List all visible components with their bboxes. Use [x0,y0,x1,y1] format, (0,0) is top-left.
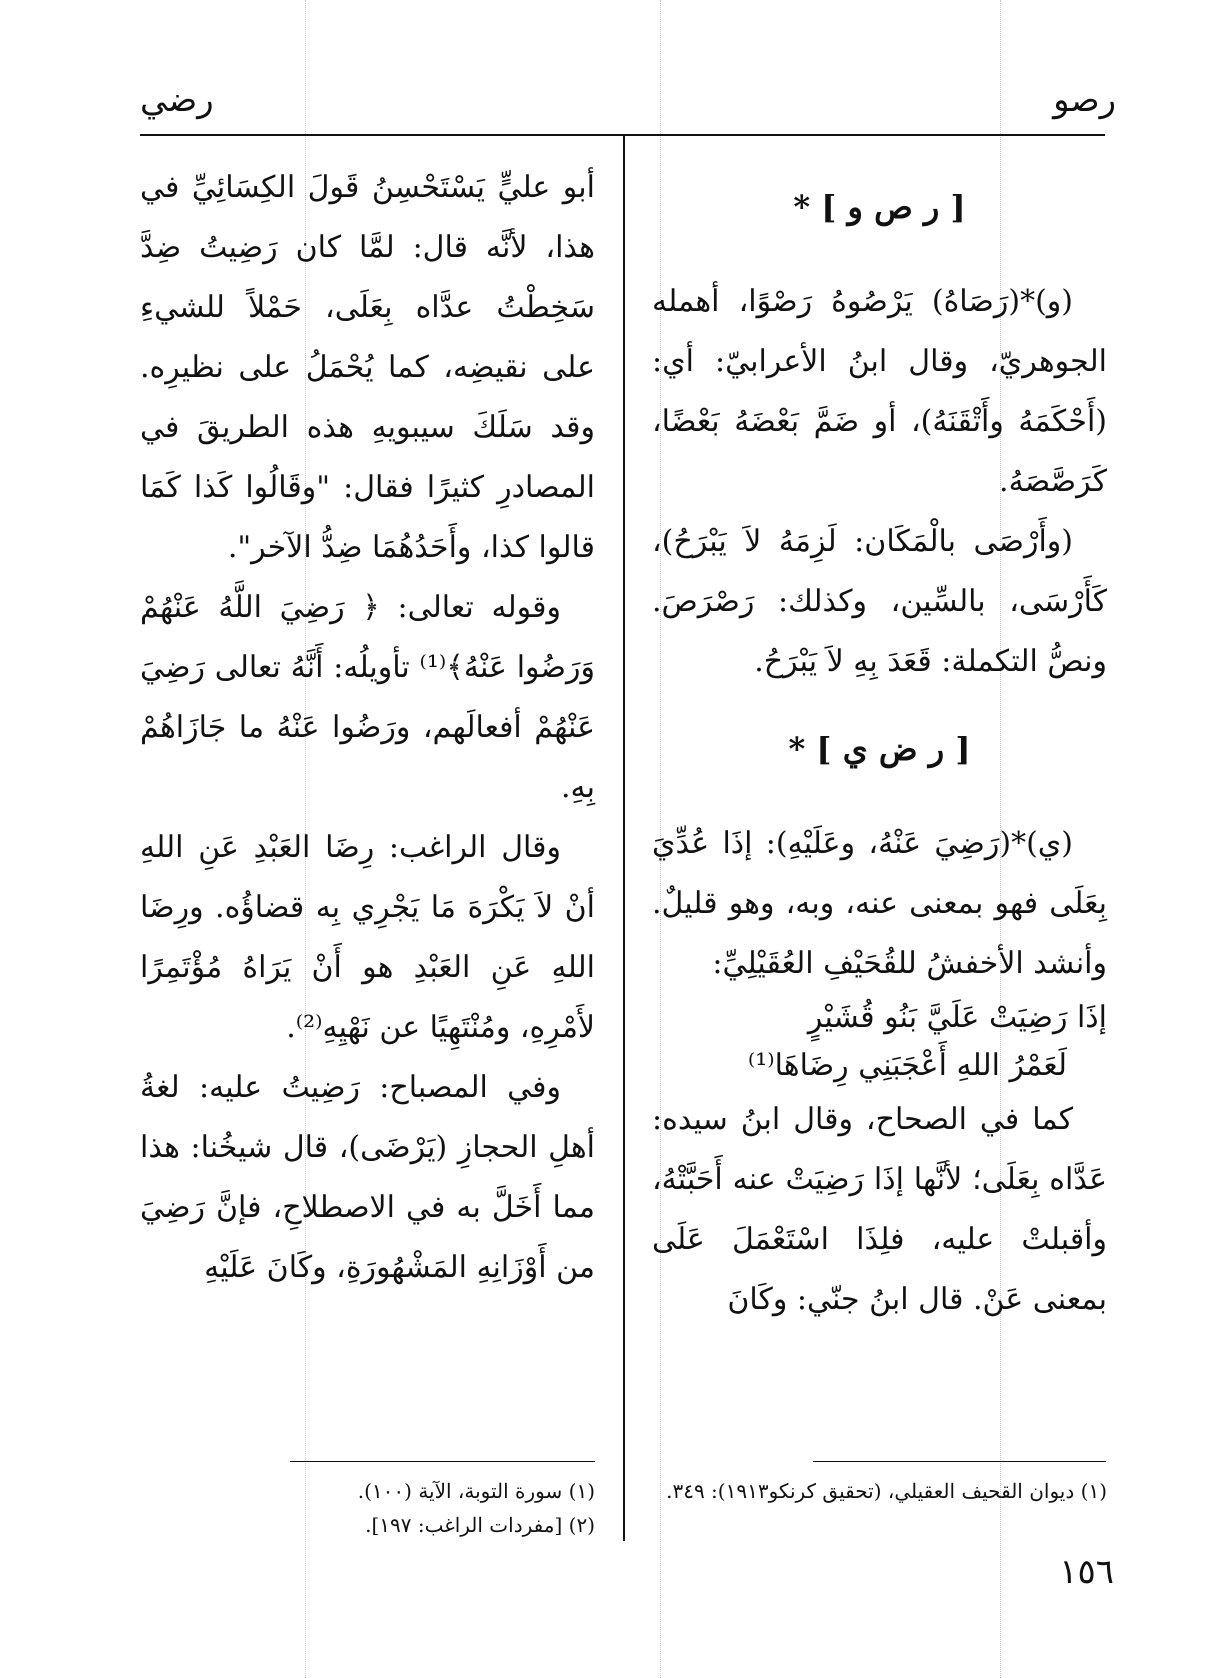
verse-line: لَعَمْرُ اللهِ أَعْجَبَنِي رِضَاهَا⁽¹⁾ [747,1048,1067,1083]
page-number: ١٥٦ [1059,1552,1114,1592]
paragraph: وفي المصباح: رَضِيتُ عليه: لغةُ أهلِ الحجازِ (يَرْضَى)، قال شيخُنا: هذا مما أَخَلَّ به في الاصطلاحِ، فإنَّ رَضِيَ من أَوْزَانِهِ المَشْهُورَةِ، وكَانَ عَلَيْهِ [140,1070,595,1285]
running-header-right: رصو [1053,80,1116,120]
footnotes-right [652,1474,1107,1508]
paragraph: كما في الصحاح، وقال ابنُ سيده: عَدَّاه بِعَلَى؛ لأنَّها إذَا رَضِيَتْ عنه أَحَبَّتْهُ، وأقبلتْ عليه، فلِذَا اسْتَعْمَلَ عَلَى بمعنى عَنْ. قال ابنُ جنّي: وكَانَ [652,1102,1107,1317]
right-column [652,150,1107,1330]
entry-heading-rdy: [ ر ض ي ] * [788,730,971,768]
paragraph: أبو عليٍّ يَسْتَحْسِنُ قَولَ الكِسَائِيِّ في هذا، لأنَّه قال: لمَّا كان رَضِيتُ ضِدَّ سَخِطْتُ عدَّاه بِعَلَى، حَمْلاً للشيءِ على نقيضِه، كما يُحْمَلُ على نظيرِه. وقد سَلَكَ سيبويهِ هذه الطريقَ في المصادرِ كثيرًا فقال: "وقَالُوا كَذا كَمَا قالوا كذا، وأَحَدُهُمَا ضِدُّ الآخر". [140,170,595,565]
running-header-left: رضي [140,80,214,120]
left-column [140,158,595,1298]
footnote: (١) سورة التوبة، الآية (١٠٠). [357,1479,595,1503]
paragraph: وقال الراغب: رِضَا العَبْدِ عَنِ اللهِ أنْ لاَ يَكْرَهَ مَا يَجْرِي بِه قضاؤُه. ورِضَا اللهِ عَنِ العَبْدِ هو أَنْ يَرَاهُ مُؤْتَمِرًا لأَمْرِهِ، ومُنْتَهِيًا عن نَهْيِهِ⁽²⁾. [140,830,595,1045]
paragraph: وقوله تعالى: ﴿ رَضِيَ اللَّهُ عَنْهُمْ وَرَضُوا عَنْهُ﴾⁽¹⁾ تأويلُه: أَنَّهُ تعالى رَضِيَ عَنْهُمْ أفعالَهم، ورَضُوا عَنْهُ ما جَازَاهُمْ بِهِ. [140,590,595,805]
entry-heading-rsw: [ ر ص و ] * [793,188,966,226]
paragraph: (و)*(رَصَاهُ) يَرْصُوهُ رَصْوًا، أهمله الجوهريّ، وقال ابنُ الأعرابيّ: أي: (أَحْكَمَهُ وأَتْقَنَهُ)، أو ضَمَّ بَعْضَهُ بَعْضًا، كَرَصَّصَهُ. [652,284,1107,499]
paragraph: (ي)*(رَضِيَ عَنْهُ، وعَلَيْهِ): إذَا عُدِّيَ بِعَلَى فهو بمعنى عنه، وبه، وهو قليلٌ. وأنشد الأخفشُ للقُحَيْفِ العُقَيْلِيِّ: [652,826,1107,981]
footnote-rule [290,1461,595,1462]
column-divider [623,136,625,1541]
footnotes-left [140,1474,595,1542]
footnote: (٢) [مفردات الراغب: ١٩٧]. [365,1513,595,1537]
footnote: (١) ديوان القحيف العقيلي، (تحقيق كرنكو١٩١٣): ٣٤٩. [666,1479,1107,1503]
paragraph: (وأَرْصَى بالْمَكَان: لَزِمَهُ لاَ يَبْرَحُ)، كَأَرْسَى، بالسِّين، وكذلك: رَصْرَصَ. ونصُّ التكملة: قَعَدَ بِهِ لاَ يَبْرَحُ. [652,524,1107,679]
footnote-rule [813,1461,1106,1462]
verse-line: إذَا رَضِيَتْ عَلَيَّ بَنُو قُشَيْرٍ [807,1000,1107,1035]
